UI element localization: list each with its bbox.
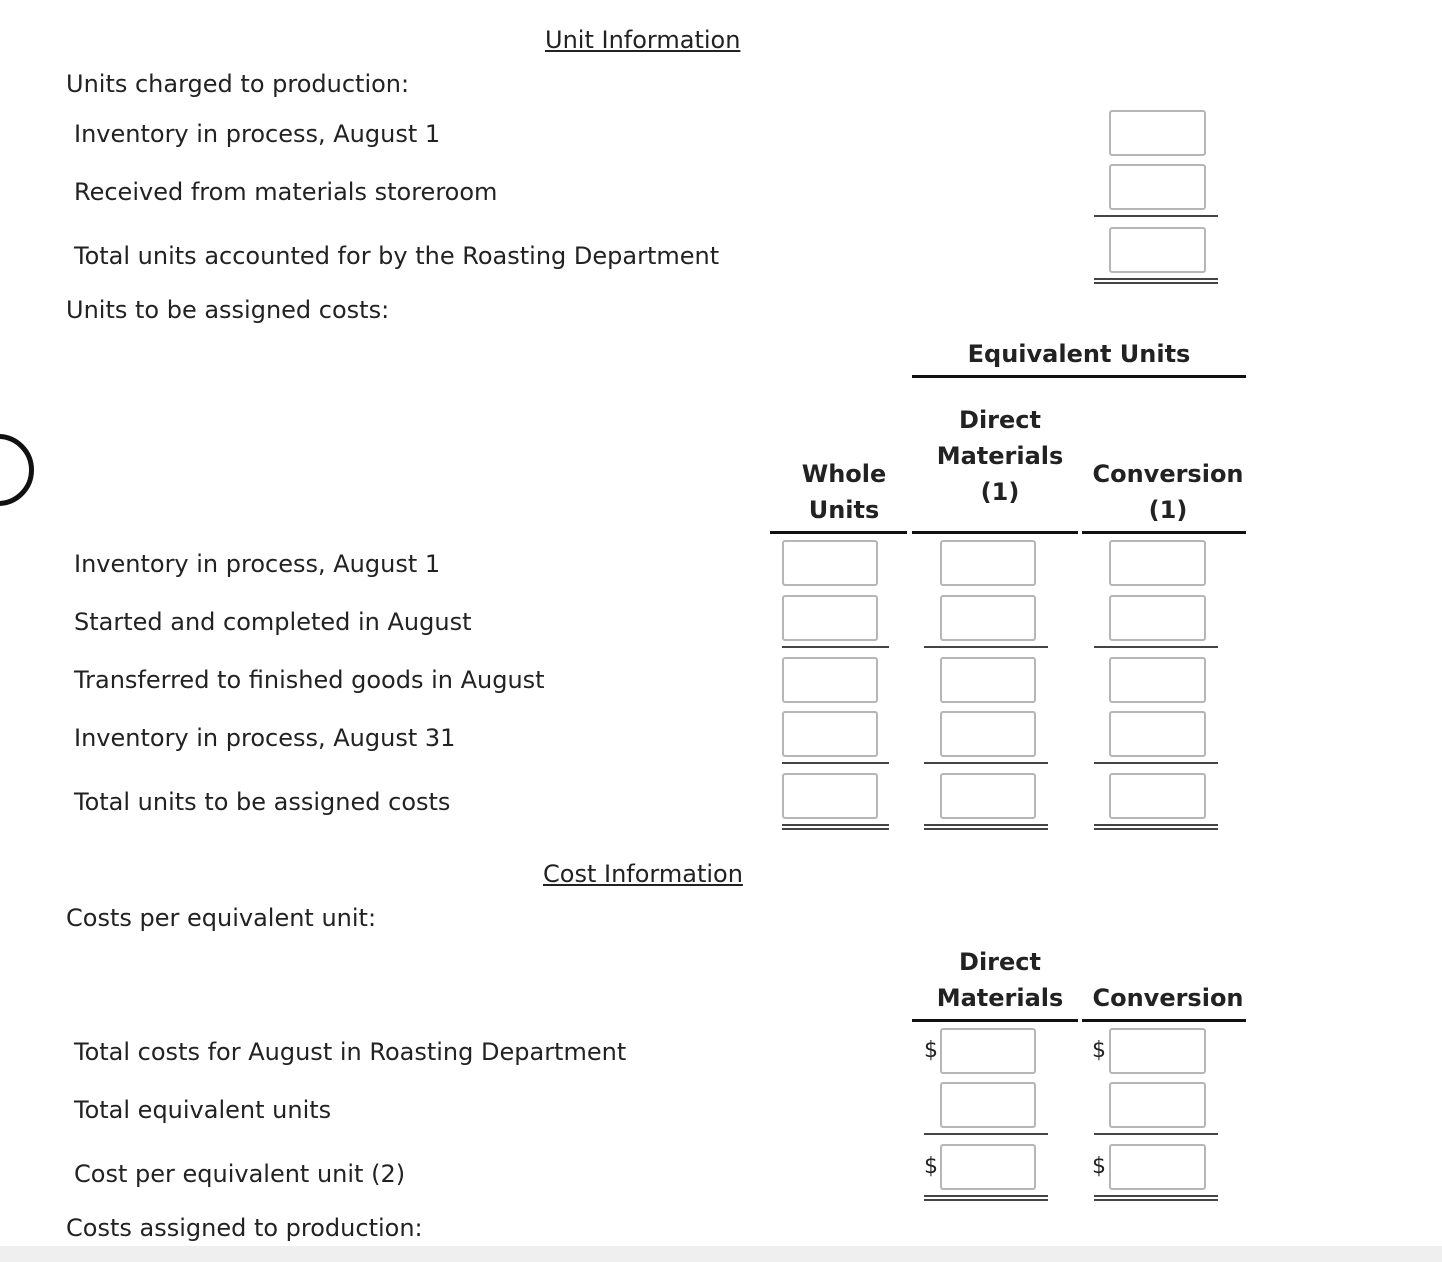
cost-per-unit-conv-input[interactable]	[1109, 1144, 1206, 1190]
eu-total-assigned-whole-input[interactable]	[782, 773, 878, 819]
units-inventory-aug1-input[interactable]	[1109, 110, 1206, 156]
eu-total-assigned-dm-input[interactable]	[940, 773, 1036, 819]
subtotal-rule	[1094, 762, 1218, 764]
eu-transferred-dm-input[interactable]	[940, 657, 1036, 703]
cost-row-label-total-equiv-units: Total equivalent units	[74, 1096, 332, 1124]
cost-total-equiv-dm-input[interactable]	[940, 1082, 1036, 1128]
costs-per-unit-label: Costs per equivalent unit:	[66, 904, 377, 932]
cost-col-header-direct-materials: Direct Materials	[936, 948, 1064, 1012]
dollar-sign: $	[924, 1154, 938, 1179]
eu-started-completed-whole-input[interactable]	[782, 595, 878, 641]
eu-row-label-inventory-aug1: Inventory in process, August 1	[74, 550, 441, 578]
dollar-sign: $	[1092, 1154, 1106, 1179]
eu-transferred-whole-input[interactable]	[782, 657, 878, 703]
subtotal-rule	[924, 762, 1048, 764]
equivalent-units-header: Equivalent Units	[967, 340, 1191, 368]
conversion-rule	[1082, 531, 1246, 534]
subtotal-rule	[782, 762, 889, 764]
subtotal-rule	[1094, 1133, 1218, 1135]
total-double-rule	[1094, 824, 1218, 826]
units-total-accounted-input[interactable]	[1109, 227, 1206, 273]
cost-information-heading: Cost Information	[543, 860, 743, 888]
col-header-direct-materials: Direct Materials (1)	[936, 406, 1064, 506]
eu-started-completed-dm-input[interactable]	[940, 595, 1036, 641]
help-icon[interactable]	[0, 434, 34, 506]
cost-conversion-rule	[1082, 1019, 1246, 1022]
row-label-inventory-aug1: Inventory in process, August 1	[74, 120, 441, 148]
eu-transferred-conv-input[interactable]	[1109, 657, 1206, 703]
total-double-rule	[1094, 1195, 1218, 1197]
cost-col-header-conversion: Conversion	[1092, 984, 1244, 1012]
subtotal-rule	[1094, 215, 1218, 217]
bottom-scroll-area	[0, 1246, 1442, 1262]
costs-assigned-label: Costs assigned to production:	[66, 1214, 423, 1242]
cost-total-equiv-conv-input[interactable]	[1109, 1082, 1206, 1128]
unit-information-heading: Unit Information	[545, 26, 741, 54]
eu-inventory-aug1-whole-input[interactable]	[782, 540, 878, 586]
cost-row-label-cost-per-unit: Cost per equivalent unit (2)	[74, 1160, 406, 1188]
col-header-whole-units: Whole Units	[801, 460, 887, 524]
eu-inventory-aug31-dm-input[interactable]	[940, 711, 1036, 757]
subtotal-rule	[924, 1133, 1048, 1135]
subtotal-rule	[1094, 646, 1218, 648]
eu-started-completed-conv-input[interactable]	[1109, 595, 1206, 641]
col-header-conversion: Conversion (1)	[1092, 460, 1244, 524]
eu-inventory-aug31-conv-input[interactable]	[1109, 711, 1206, 757]
equivalent-units-rule	[912, 375, 1246, 378]
eu-inventory-aug1-dm-input[interactable]	[940, 540, 1036, 586]
direct-materials-rule	[912, 531, 1078, 534]
eu-row-label-inventory-aug31: Inventory in process, August 31	[74, 724, 456, 752]
whole-units-rule	[770, 531, 907, 534]
eu-row-label-total-assigned: Total units to be assigned costs	[74, 788, 451, 816]
cost-per-unit-dm-input[interactable]	[940, 1144, 1036, 1190]
cost-total-costs-dm-input[interactable]	[940, 1028, 1036, 1074]
total-double-rule	[1094, 278, 1218, 280]
eu-inventory-aug1-conv-input[interactable]	[1109, 540, 1206, 586]
dollar-sign: $	[924, 1038, 938, 1063]
units-assigned-label: Units to be assigned costs:	[66, 296, 390, 324]
total-double-rule	[782, 824, 889, 826]
cost-direct-materials-rule	[912, 1019, 1078, 1022]
eu-row-label-started-completed: Started and completed in August	[74, 608, 472, 636]
row-label-total-accounted: Total units accounted for by the Roasting Department	[74, 242, 720, 270]
cost-total-costs-conv-input[interactable]	[1109, 1028, 1206, 1074]
total-double-rule	[924, 1195, 1048, 1197]
eu-total-assigned-conv-input[interactable]	[1109, 773, 1206, 819]
eu-row-label-transferred: Transferred to finished goods in August	[74, 666, 545, 694]
cost-row-label-total-costs: Total costs for August in Roasting Department	[74, 1038, 627, 1066]
subtotal-rule	[782, 646, 889, 648]
units-received-storeroom-input[interactable]	[1109, 164, 1206, 210]
eu-inventory-aug31-whole-input[interactable]	[782, 711, 878, 757]
total-double-rule	[924, 824, 1048, 826]
subtotal-rule	[924, 646, 1048, 648]
dollar-sign: $	[1092, 1038, 1106, 1063]
row-label-received-storeroom: Received from materials storeroom	[74, 178, 498, 206]
units-charged-label: Units charged to production:	[66, 70, 410, 98]
